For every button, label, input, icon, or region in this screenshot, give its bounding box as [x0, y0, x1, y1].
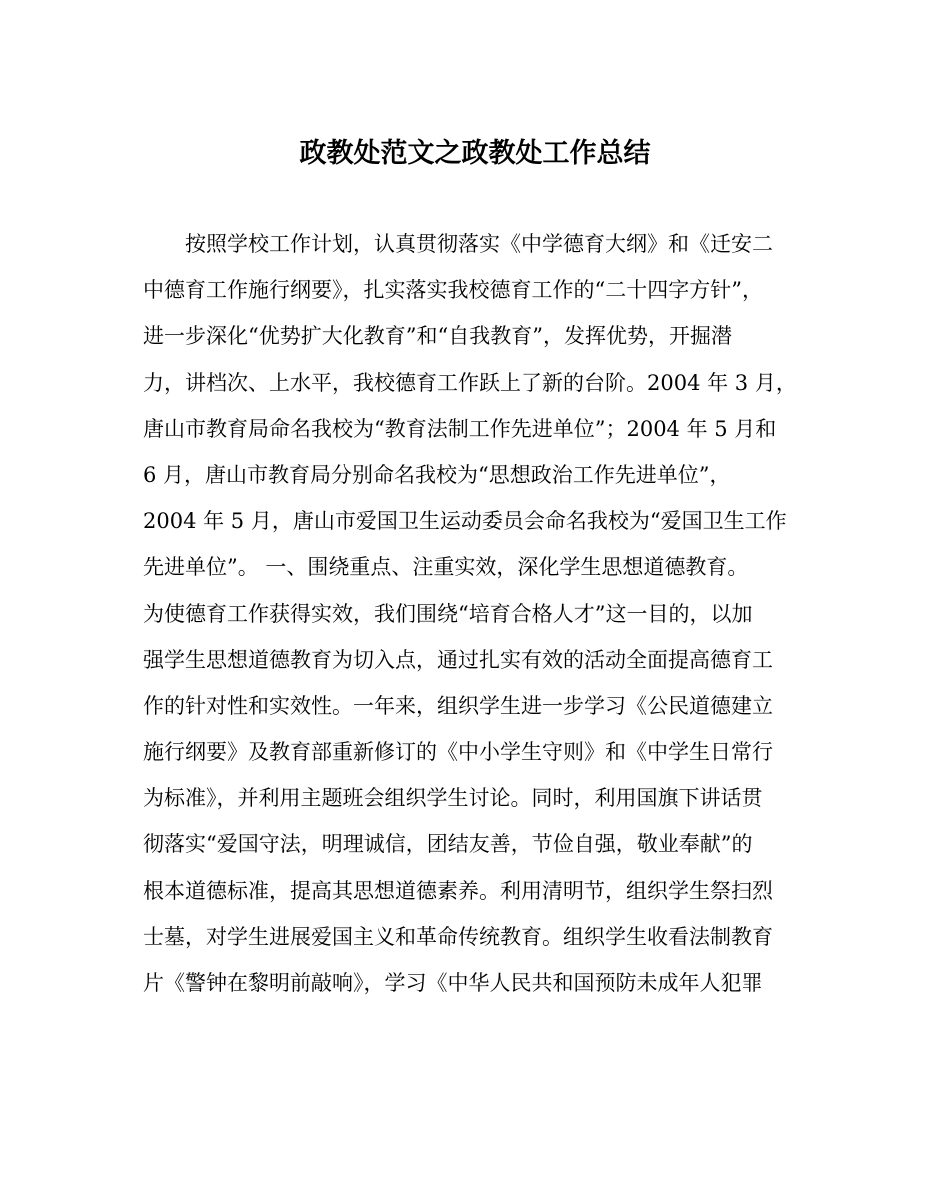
- body-line-1: 按照学校工作计划，认真贯彻落实《中学德育大纲》和《迁安二: [143, 232, 773, 256]
- document-title: 政教处范文之政教处工作总结: [299, 138, 651, 169]
- body-line-7: 2004 年 5 月，唐山市爱国卫生运动委员会命名我校为“爱国卫生工作: [143, 509, 787, 534]
- body-line-3: 进一步深化“优势扩大化教育”和“自我教育”，发挥优势，开掘潜: [143, 324, 732, 349]
- body-line-12: 施行纲要》及教育部重新修订的《中小学生守则》和《中学生日常行: [143, 740, 773, 765]
- body-line-4: 力，讲档次、上水平，我校德育工作跃上了新的台阶。2004 年 3 月，: [143, 370, 797, 395]
- body-line-9: 为使德育工作获得实效，我们围绕“培育合格人才”这一目的，以加: [143, 601, 753, 626]
- body-line-13: 为标准》，并利用主题班会组织学生讨论。同时，利用国旗下讲话贯: [143, 786, 763, 811]
- body-line-6: 6 月，唐山市教育局分别命名我校为“思想政治工作先进单位”，: [143, 462, 731, 487]
- body-line-5: 唐山市教育局命名我校为“教育法制工作先进单位”；2004 年 5 月和: [143, 416, 777, 441]
- body-line-8: 先进单位”。 一、围绕重点、注重实效，深化学生思想道德教育。: [143, 555, 749, 580]
- body-line-11: 作的针对性和实效性。一年来，组织学生进一步学习《公民道德建立: [143, 693, 773, 718]
- document-body: [143, 221, 813, 1006]
- body-line-16: 士墓，对学生进展爱国主义和革命传统教育。组织学生收看法制教育: [143, 924, 773, 949]
- body-line-10: 强学生思想道德教育为切入点，通过扎实有效的活动全面提高德育工: [143, 647, 773, 672]
- body-line-17: 片《警钟在黎明前敲响》，学习《中华人民共和国预防未成年人犯罪: [143, 971, 763, 995]
- body-line-15: 根本道德标准，提高其思想道德素养。利用清明节，组织学生祭扫烈: [143, 878, 773, 903]
- body-line-14: 彻落实“爱国守法，明理诚信，团结友善，节俭自强，敬业奉献”的: [143, 832, 753, 857]
- body-line-2: 中德育工作施行纲要》，扎实落实我校德育工作的“二十四字方针”，: [143, 278, 763, 303]
